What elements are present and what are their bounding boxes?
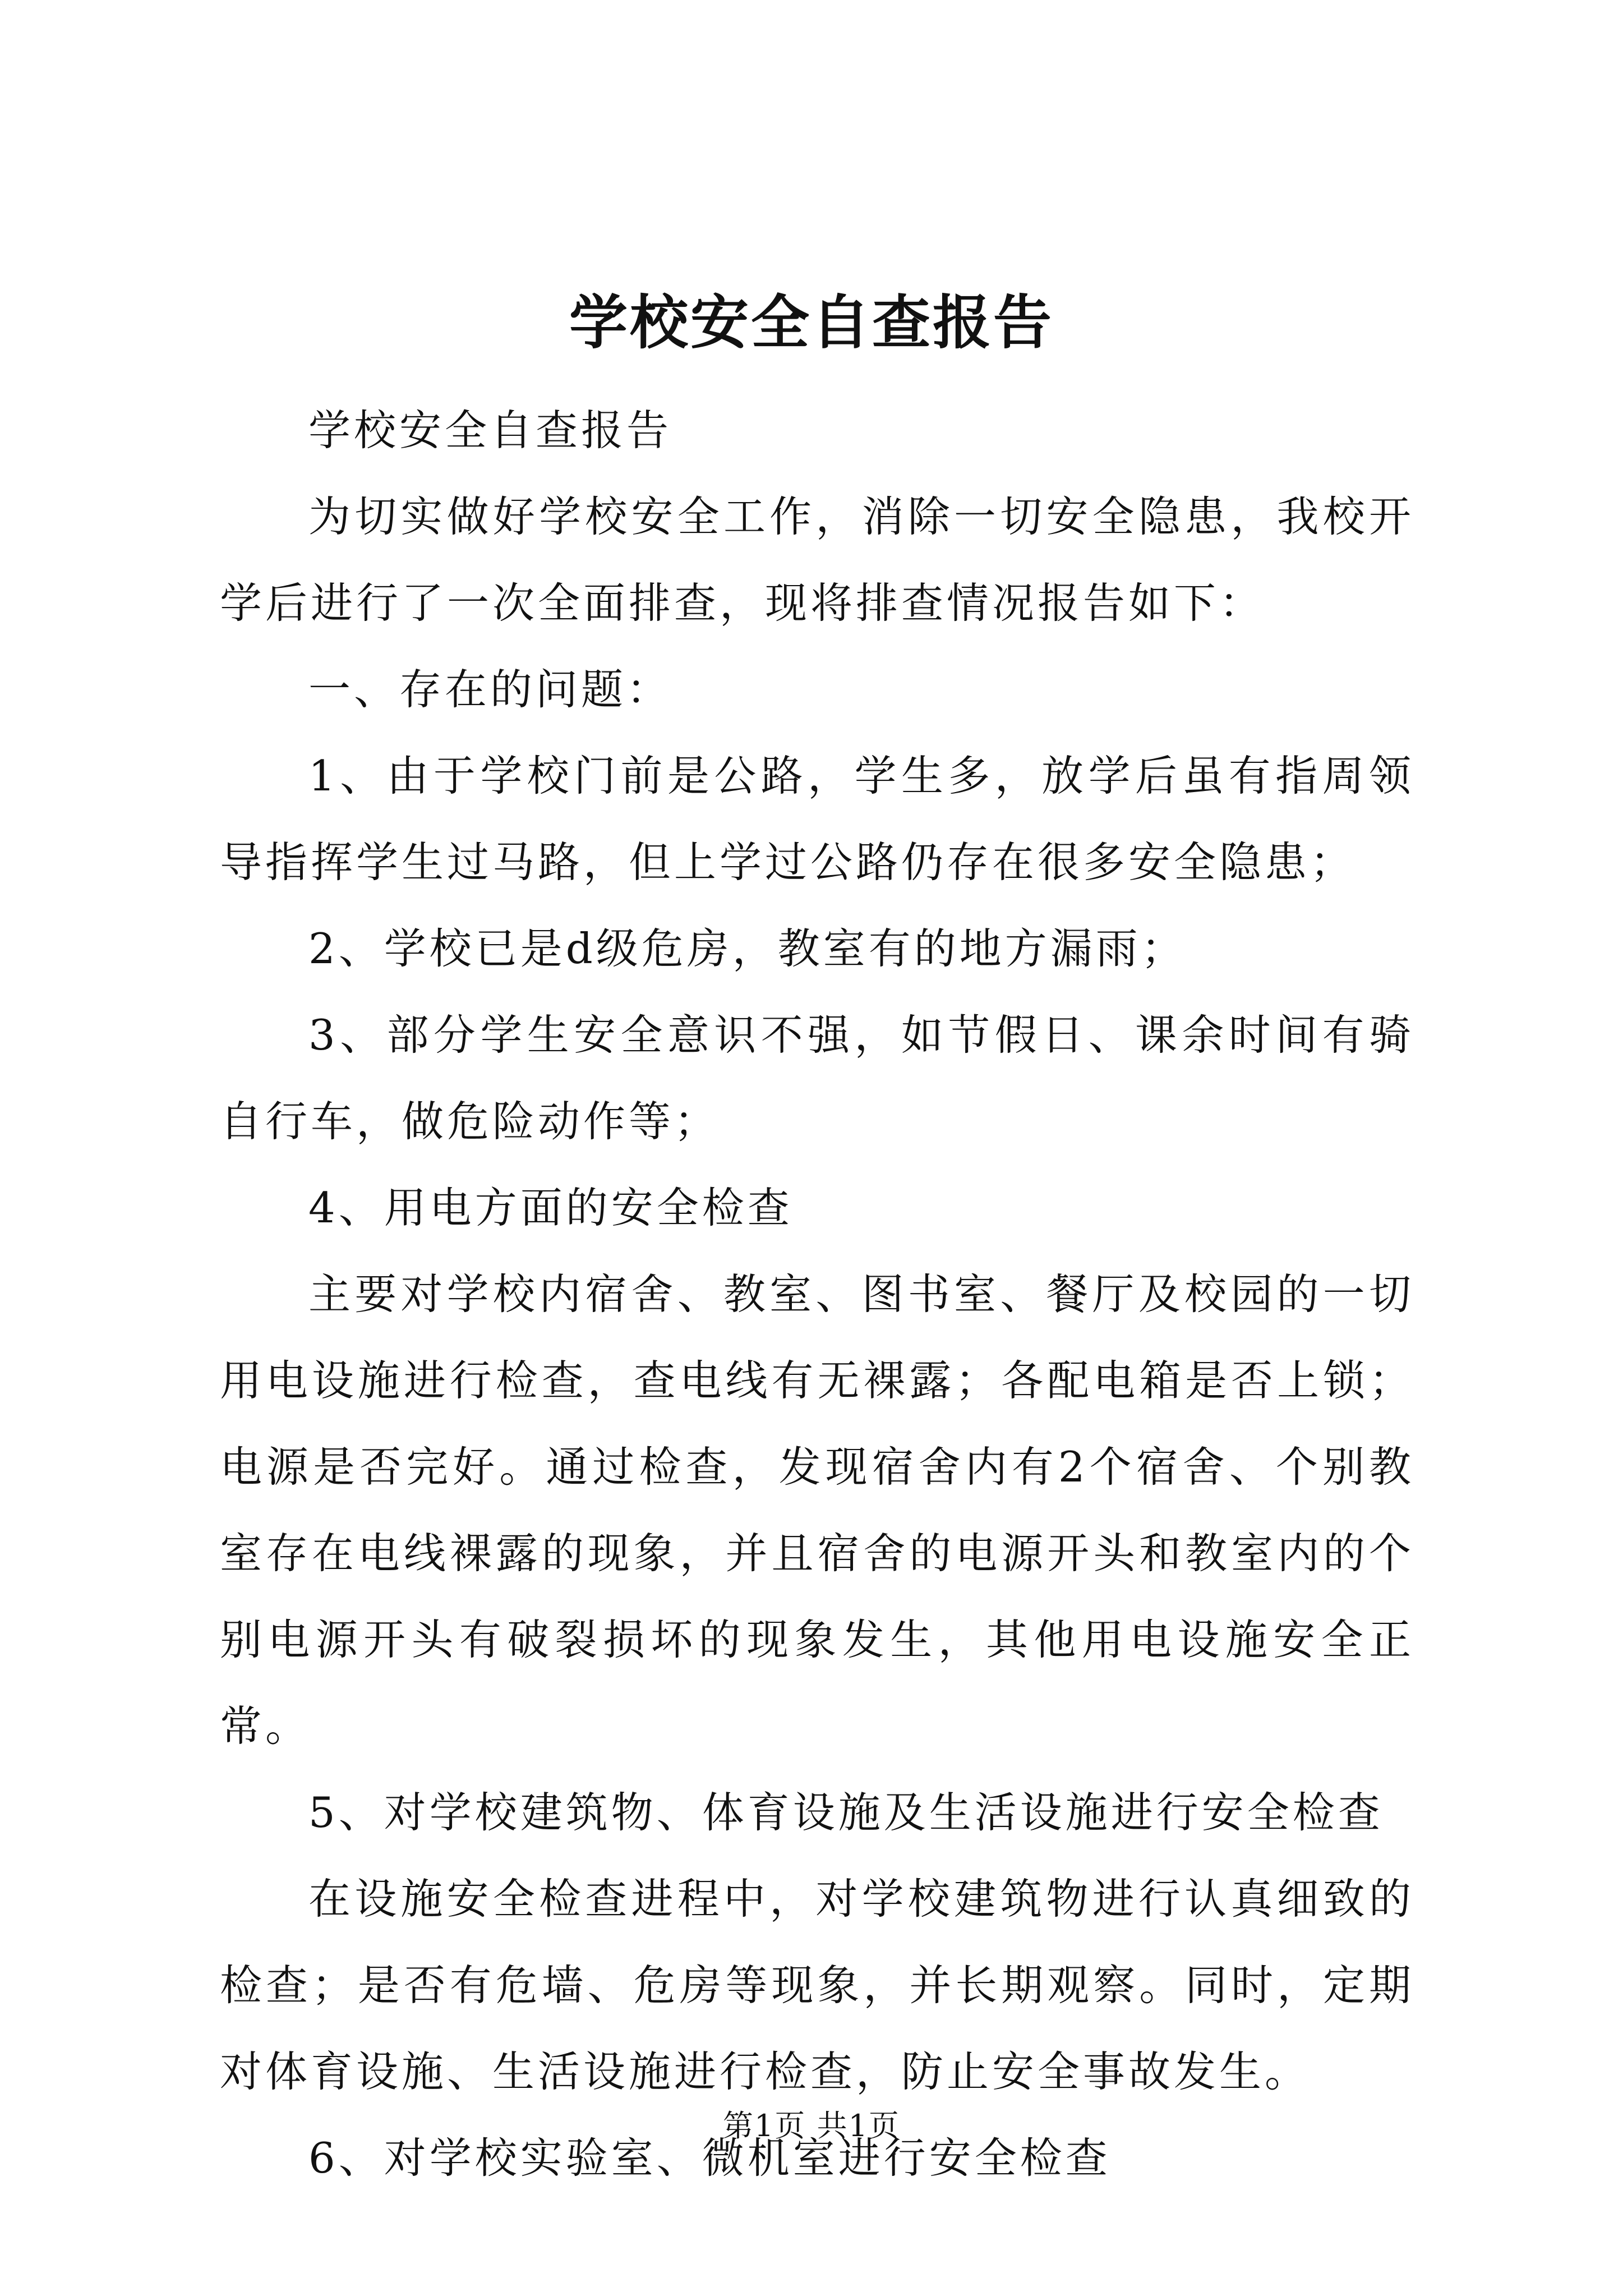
paragraph: 学校安全自查报告	[308, 406, 672, 455]
paragraph: 2、学校已是d级危房，教室有的地方漏雨；	[308, 924, 1187, 973]
paragraph: 为切实做好学校安全工作，消除一切安全隐患，我校开学后进行了一次全面排查，现将排查情况报告如下：	[220, 492, 1414, 628]
paragraph: 在设施安全检查进程中，对学校建筑物进行认真细致的检查；是否有危墙、危房等现象，并长期观察。同时，定期对体育设施、生活设施进行检查，防止安全事故发生。	[220, 1874, 1414, 2096]
document-title: 学校安全自查报告	[569, 288, 1054, 357]
paragraph: 5、对学校建筑物、体育设施及生活设施进行安全检查	[308, 1788, 1384, 1837]
paragraph: 4、用电方面的安全检查	[308, 1183, 793, 1232]
document-body	[220, 387, 1414, 2201]
page-number-footer: 第1页 共1页	[723, 2108, 900, 2143]
paragraph: 6、对学校实验室、微机室进行安全检查	[308, 2133, 1111, 2183]
paragraph: 3、部分学生安全意识不强，如节假日、课余时间有骑自行车，做危险动作等；	[220, 1010, 1414, 1146]
paragraph: 1、由于学校门前是公路，学生多，放学后虽有指周领导指挥学生过马路，但上学过公路仍存在很多安全隐患；	[220, 751, 1414, 887]
paragraph: 主要对学校内宿舍、教室、图书室、餐厅及校园的一切用电设施进行检查，查电线有无裸露；各配电箱是否上锁；电源是否完好。通过检查，发现宿舍内有2个宿舍、个别教室存在电线裸露的现象，并且宿舍的电源开头和教室内的个别电源开头有破裂损坏的现象发生，其他用电设施安全正常。	[220, 1269, 1414, 1751]
paragraph: 一、存在的问题：	[308, 665, 672, 714]
